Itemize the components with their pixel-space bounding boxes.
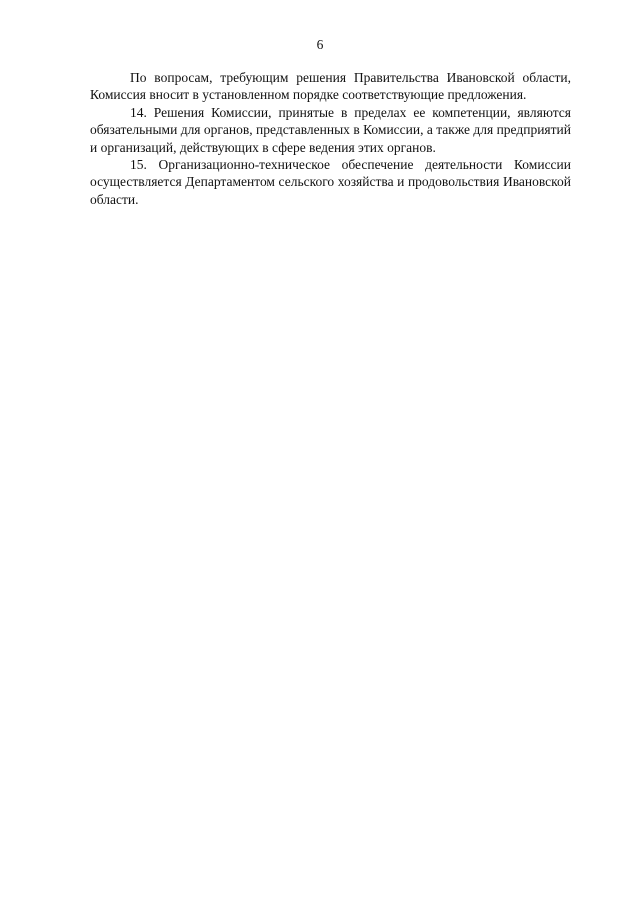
paragraph-commission-proposals: По вопросам, требующим решения Правительства Ивановской области, Комиссия вносит в установленном порядке соответствующие предложения.: [90, 70, 571, 103]
document-body: [90, 69, 571, 208]
paragraph-15-organizational-support: 15. Организационно-техническое обеспечение деятельности Комиссии осуществляется Департаментом сельского хозяйства и продовольствия Ивановской области.: [90, 157, 571, 207]
paragraph-14-commission-decisions: 14. Решения Комиссии, принятые в пределах ее компетенции, являются обязательными для органов, представленных в Комиссии, а также для предприятий и организаций, действующих в сфере ведения этих органов.: [90, 104, 571, 155]
page-number: 6: [316, 37, 324, 52]
